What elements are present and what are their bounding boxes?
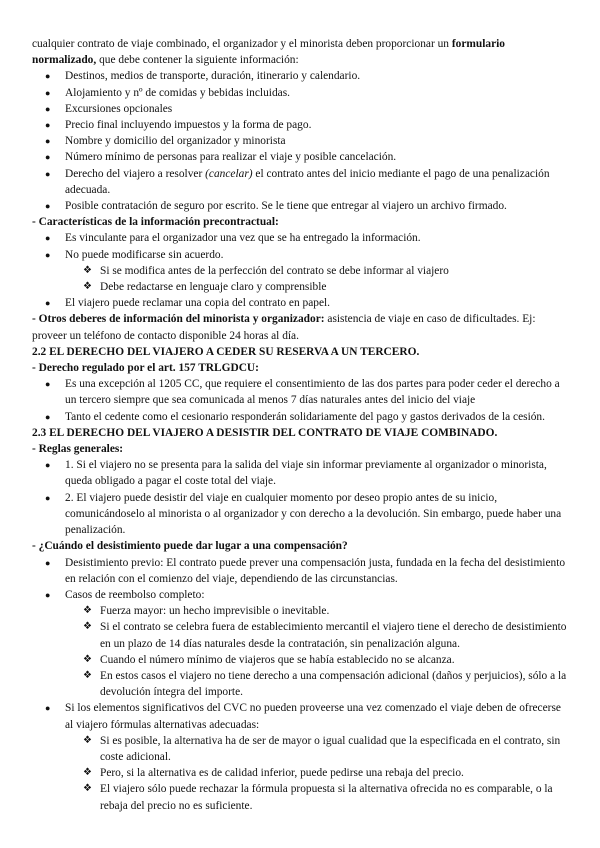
section-2-2-list: [32, 376, 568, 425]
list-item: ● Precio final incluyendo impuestos y la forma de pago.: [32, 117, 568, 133]
list-item: ● Es vinculante para el organizador una vez que se ha entregado la información.: [32, 230, 568, 246]
list-item: ● Casos de reembolso completo:: [32, 587, 568, 603]
list-item: ● Excursiones opcionales: [32, 101, 568, 117]
list-item-resolver: [32, 166, 568, 198]
sub-list-item: ❖ El viajero sólo puede rechazar la fórmula propuesta si la alternativa ofrecida no es comparable, o la rebaja del precio no es suficiente.: [32, 781, 568, 813]
list-item: ● 2. El viajero puede desistir del viaje en cualquier momento por deseo propio antes de su inicio, comunicándoselo al minorista o al organizador y con derecho a la devolución. Sin embargo, puede haber una penalización.: [32, 490, 568, 539]
list-item: ● Destinos, medios de transporte, duración, itinerario y calendario.: [32, 68, 568, 84]
precontract-list: [32, 230, 568, 311]
list-item: ● Nombre y domicilio del organizador y minorista: [32, 133, 568, 149]
other-duties-paragraph: [32, 311, 568, 343]
compensation-list: [32, 555, 568, 814]
sub-list-item: ❖ Si se modifica antes de la perfección del contrato se debe informar al viajero: [32, 263, 568, 279]
intro-text-tail: que debe contener la siguiente información:: [96, 54, 299, 67]
list-item: ● 1. Si el viajero no se presenta para la salida del viaje sin informar previamente al organizador o minorista, queda obligado a pagar el coste total del viaje.: [32, 457, 568, 489]
list-item: ● Tanto el cedente como el cesionario responderán solidariamente del pago y gastos derivados de la cesión.: [32, 409, 568, 425]
sub-list-item: ❖ Cuando el número mínimo de viajeros que se había establecido no se alcanza.: [32, 652, 568, 668]
resolver-text-tail: el contrato antes del inicio mediante el pago de una penalización adecuada.: [65, 167, 550, 196]
general-rules-list: [32, 457, 568, 538]
sub-list-item: ❖ Debe redactarse en lenguaje claro y comprensible: [32, 279, 568, 295]
section-2-3-title: 2.3 EL DERECHO DEL VIAJERO A DESISTIR DEL CONTRATO DE VIAJE COMBINADO.: [32, 426, 498, 439]
list-item: ● Desistimiento previo: El contrato puede prever una compensación justa, fundada en la fecha del desistimiento en relación con el comienzo del viaje, dependiendo de las circunstancias.: [32, 555, 568, 587]
intro-bold-term: formulario normalizado,: [32, 38, 505, 67]
form-contents-list: [32, 68, 568, 214]
list-item: ● Si los elementos significativos del CVC no pueden proveerse una vez comenzado el viaje deben de ofrecerse al viajero fórmulas alternativas adecuadas:: [32, 700, 568, 732]
general-rules-heading: - Reglas generales:: [32, 443, 124, 456]
list-item: ● Es una excepción al 1205 CC, que requiere el consentimiento de las dos partes para poder ceder el derecho a un tercero siempre que sea comunicada al menos 7 días naturales antes del inicio del viaje: [32, 376, 568, 408]
sub-list-item: ❖ Si el contrato se celebra fuera de establecimiento mercantil el viajero tiene el derecho de desistimiento en un plazo de 14 días naturales desde la contratación, sin penalización alguna.: [32, 619, 568, 651]
other-duties-heading: - Otros deberes de información del minorista y organizador:: [32, 313, 325, 326]
sub-list-item: ❖ En estos casos el viajero no tiene derecho a una compensación adicional (daños y perjuicios), sólo a la devolución íntegra del importe.: [32, 668, 568, 700]
other-duties-text: asistencia de viaje en caso de dificultades. Ej: proveer un teléfono de contacto disponible 24 horas al día.: [32, 313, 536, 342]
precontract-heading: - Características de la información precontractual:: [32, 216, 279, 229]
sub-list-item: ❖ Fuerza mayor: un hecho imprevisible o inevitable.: [32, 603, 568, 619]
list-item: ● Alojamiento y nº de comidas y bebidas incluidas.: [32, 85, 568, 101]
resolver-italic: (cancelar): [205, 167, 253, 180]
resolver-text: Derecho del viajero a resolver: [65, 167, 206, 180]
section-2-2-title: 2.2 EL DERECHO DEL VIAJERO A CEDER SU RESERVA A UN TERCERO.: [32, 345, 420, 358]
list-item: ● Número mínimo de personas para realizar el viaje y posible cancelación.: [32, 149, 568, 165]
list-item: ● Posible contratación de seguro por escrito. Se le tiene que entregar al viajero un archivo firmado.: [32, 198, 568, 214]
intro-text: cualquier contrato de viaje combinado, el organizador y el minorista deben proporcionar un: [32, 38, 452, 50]
sub-list-item: ❖ Si es posible, la alternativa ha de ser de mayor o igual cualidad que la especificada en el contrato, sin coste adicional.: [32, 733, 568, 765]
section-2-2-subheading: - Derecho regulado por el art. 157 TRLGDCU:: [32, 362, 259, 375]
list-item: ● El viajero puede reclamar una copia del contrato en papel.: [32, 295, 568, 311]
compensation-heading: - ¿Cuándo el desistimiento puede dar lugar a una compensación?: [32, 540, 348, 553]
list-item: ● No puede modificarse sin acuerdo.: [32, 247, 568, 263]
sub-list-item: ❖ Pero, si la alternativa es de calidad inferior, puede pedirse una rebaja del precio.: [32, 765, 568, 781]
intro-paragraph: [32, 36, 568, 68]
